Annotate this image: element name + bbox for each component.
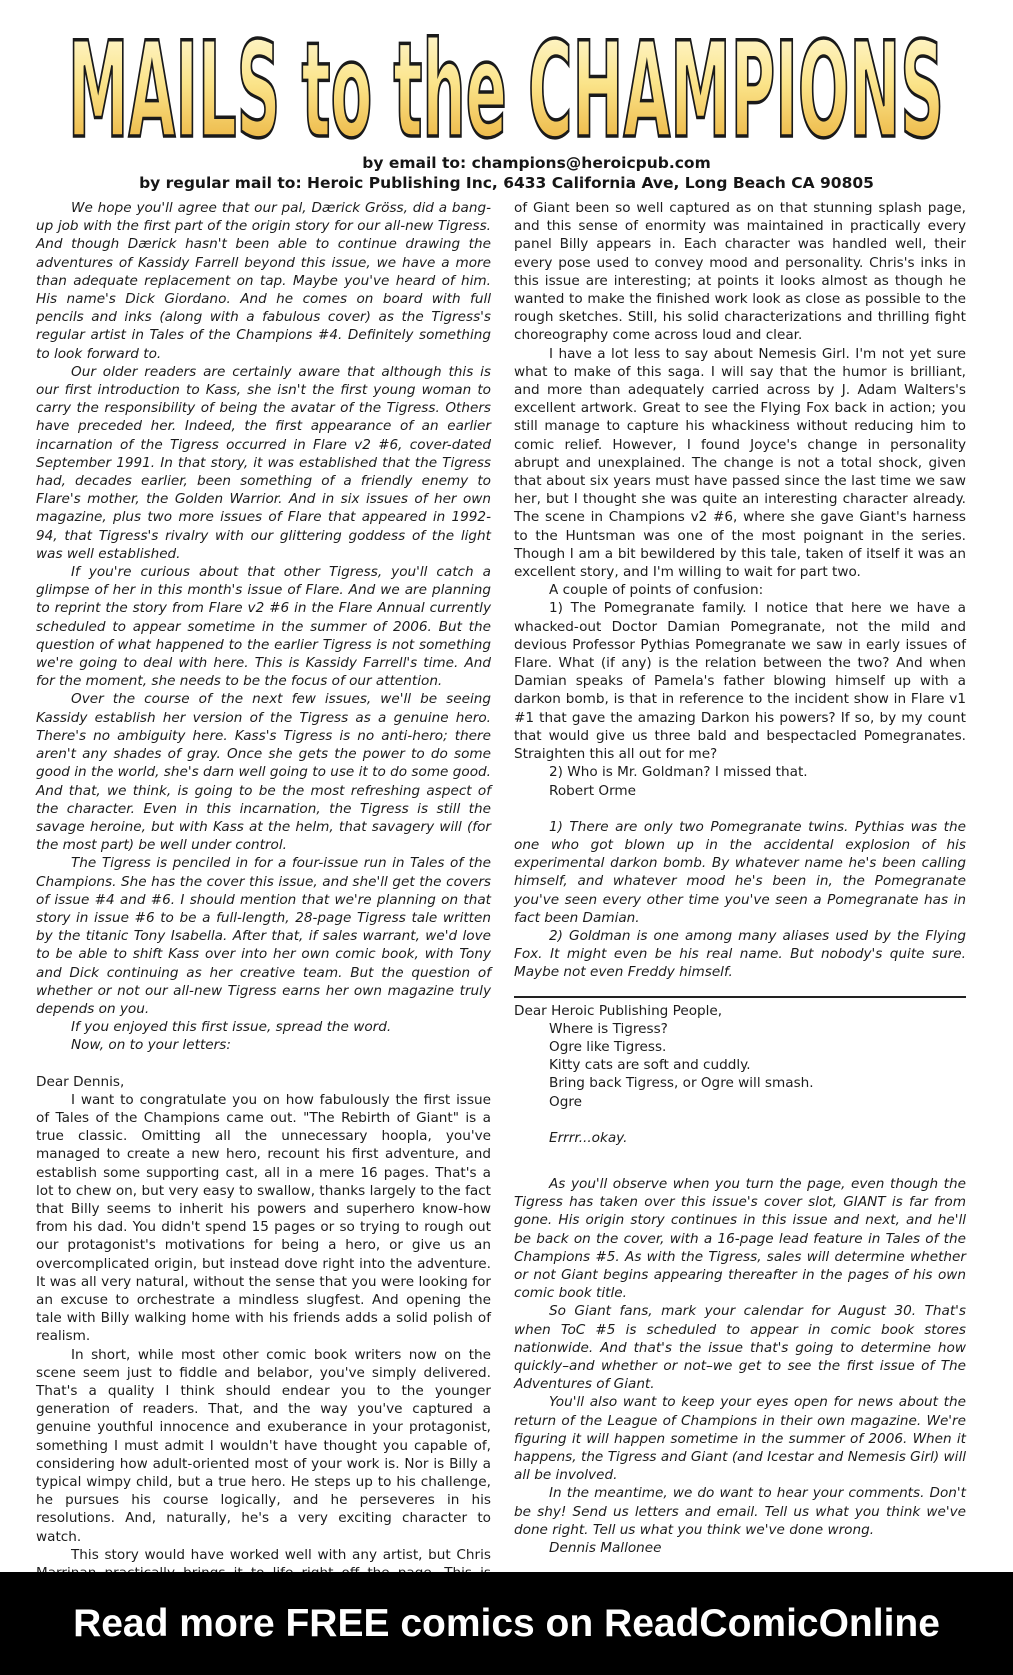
- editorial-paragraph: Our older readers are certainly aware that although this is our first introduction to Kass, she isn't the first young woman to carry the responsibility of being the avatar of the Tigress. Others have preceded her. Indeed, the first appearance of an earlier incarnation of the Tigress occurred in Flare v2 #6, cover-dated September 1991. In that story, it was established that the Tigress had, decades earlier, been something of a friendly enemy to Flare's mother, the Golden Warrior. And in six issues of her own magazine, plus two more issues of Flare that appeared in 1992-94, that Tigress's rivalry with our glittering goddess of the light was well established.: [36, 363, 491, 562]
- closing-paragraph: In the meantime, we do want to hear your comments. Don't be shy! Send us letters and email. Tell us what you think we've done right. Tell us what you think we've done wrong.: [514, 1485, 966, 1538]
- editorial-paragraph: We hope you'll agree that our pal, Dærick Gröss, did a bang-up job with the first part of the origin story for our all-new Tigress. And though Dærick hasn't been able to continue drawing the adventures of Kassidy Farrell beyond this issue, we have a more than adequate replacement on tap. Maybe you've heard of him. His name's Dick Giordano. And he comes on board with full pencils and inks (along with a fabulous cover) as the Tigress's regular artist in Tales of the Champions #4. Definitely something to look forward to.: [36, 200, 491, 362]
- editorial-paragraph: If you're curious about that other Tigress, you'll catch a glimpse of her in this month's issue of Flare. And we are planning to reprint the story from Flare v2 #6 in the Flare Annual currently scheduled to appear sometime in the summer of 2006. But the question of what happened to the earlier Tigress is not something we're going to deal with here. This is Kassidy Farrell's time. And for the moment, she needs to be the focus of our attention.: [36, 564, 491, 690]
- letter-line: Bring back Tigress, or Ogre will smash.: [549, 1075, 814, 1092]
- editorial-paragraph: If you enjoyed this first issue, spread the word.: [71, 1019, 392, 1036]
- contact-mail-line: by regular mail to: Heroic Publishing Inc, 6433 California Ave, Long Beach CA 90805: [139, 174, 874, 192]
- masthead-logo: [62, 30, 950, 152]
- letter-signature: Robert Orme: [549, 782, 637, 799]
- letter-paragraph: A couple of points of confusion:: [549, 582, 764, 599]
- letter-line: Ogre like Tigress.: [549, 1038, 667, 1055]
- section-divider: [514, 996, 966, 998]
- closing-paragraph: As you'll observe when you turn the page, even though the Tigress has taken over this issue's cover slot, GIANT is far from gone. His origin story continues in this issue and next, and he'll be back on the cover, with a 16-page lead feature in Tales of the Champions #5. As with the Tigress, sales will determine whether or not Giant begins appearing thereafter in the pages of his own comic book title.: [514, 1175, 966, 1302]
- footer-text[interactable]: Read more FREE comics on ReadComicOnline: [73, 1601, 940, 1645]
- letter-paragraph: of Giant been so well captured as on that stunning splash page, and this sense of enormity was maintained in practically every panel Billy appears in. Each character was handled well, their every pose used to convey mood and personality. Chris's inks in this issue are interesting; at points it looks almost as though he wanted to make the finished work look as close as possible to the rough sketches. Still, his solid characterizations and thrilling fight choreography come across loud and clear.: [514, 200, 966, 344]
- letter-paragraph: 2) Who is Mr. Goldman? I missed that.: [549, 764, 808, 781]
- closing-paragraph: You'll also want to keep your eyes open for news about the return of the League of Champions in their own magazine. We're figuring it will happen sometime in the summer of 2006. When it happens, the Tigress and Giant (and Icestar and Nemesis Girl) will all be involved.: [514, 1394, 966, 1484]
- letter-paragraph: In short, while most other comic book writers now on the scene seem just to fiddle and belabor, you've simply delivered. That's a quality I think should endear you to the younger generation of readers. That, and the way you've captured a genuine youthful innocence and exuberance in your protagonist, something I must admit I wouldn't have thought you capable of, considering how adult-oriented most of your work is. Nor is Billy a typical wimpy child, but a true hero. He steps up to his challenge, he pursues his course logically, and he perseveres in his resolutions. And, naturally, he's a very exciting character to watch.: [36, 1346, 491, 1545]
- reply-paragraph: Errrr...okay.: [549, 1129, 628, 1146]
- right-column: [514, 199, 966, 1557]
- footer-banner[interactable]: [0, 1572, 1013, 1675]
- masthead-title: MAILS to the CHAMPIONS: [68, 30, 944, 152]
- letter-paragraph: This story would have worked well with any artist, but Chris: [71, 1546, 491, 1563]
- ogre-letter: [549, 1020, 966, 1093]
- letter-paragraph: I have a lot less to say about Nemesis Girl. I'm not yet sure what to make of this saga. I will say that the humor is brilliant, and more than adequately carried across by J. Adam Walters's excellent artwork. Great to see the Flying Fox back in action; you still manage to capture his whackiness without reducing him to comic relief. However, I found Joyce's change in personality abrupt and unexplained. The change is not a total shock, given that about six years must have passed since the last time we saw her, but I thought she was quite an interesting character already. The scene in Champions v2 #6, where she gave Giant's harness to the Huntsman was one of the most poignant in the series. Though I am a bit bewildered by this tale, taken of itself it was an excellent story, and I'm willing to wait for part two.: [514, 345, 966, 581]
- contact-email-line: by email to: champions@heroicpub.com: [362, 154, 711, 172]
- masthead: [62, 30, 950, 152]
- letter-paragraph: I want to congratulate you on how fabulously the first issue of Tales of the Champions came out. "The Rebirth of Giant" is a true classic. Omitting all the unnecessary hoopla, you've managed to create a new hero, recount his first adventure, and establish some supporting cast, all in a mere 16 pages. That's a lot to chew on, but very easy to swallow, thanks largely to the fact that Billy seems to inherit his powers and superhero know-how from his dad. You didn't spend 15 pages or so trying to rough out our protagonist's motivations for being a hero, or give us an overcomplicated origin, but instead dove right into the adventure. It was all very natural, without the sense that you were looking for an excuse to orchestrate a mindless slugfest. And opening the tale with Billy walking home with his friends adds a solid polish of realism.: [36, 1091, 491, 1345]
- letter-line: Kitty cats are soft and cuddly.: [549, 1057, 751, 1074]
- letter-salutation: Dear Heroic Publishing People,: [514, 1002, 723, 1019]
- editorial-paragraph: Over the course of the next few issues, we'll be seeing Kassidy establish her version of the Tigress as a genuine hero. There's no ambiguity here. Kass's Tigress is no anti-hero; there aren't any shades of gray. Once she gets the power to do some good in the world, she's darn well going to use it to do some good. And that, we think, is going to be the most refreshing aspect of the character. Even in this incarnation, the Tigress is still the savage heroine, but with Kass at the helm, that savagery will (for the most part) be well under control.: [36, 691, 491, 854]
- editorial-paragraph: The Tigress is penciled in for a four-issue run in Tales of the Champions. She has the cover this issue, and she'll get the covers of issue #4 and #6. I should mention that we're planning on that story in issue #6 to be a full-length, 28-page Tigress tale written by the titanic Tony Isabella. After that, if sales warrant, we'd love to be able to shift Kass over into her own comic book, with Tony and Dick continuing as her creative team. But the question of whether or not our all-new Tigress earns her own magazine truly depends on you.: [36, 855, 491, 1017]
- reply-paragraph: 2) Goldman is one among many aliases used by the Flying Fox. It might even be his real name. But nobody's quite sure. Maybe not even Freddy himself.: [514, 927, 966, 981]
- editorial-paragraph: Now, on to your letters:: [71, 1037, 231, 1054]
- left-column: [36, 199, 491, 1600]
- closing-signature: Dennis Mallonee: [549, 1540, 662, 1557]
- closing-paragraph: So Giant fans, mark your calendar for August 30. That's when ToC #5 is scheduled to appear in comic book stores nationwide. And that's the issue that's going to determine how quickly–and whether or not–we get to see the first issue of The Adventures of Giant.: [514, 1303, 966, 1393]
- letter-salutation: Dear Dennis,: [36, 1073, 125, 1090]
- letter-signature: Ogre: [549, 1093, 582, 1110]
- letter-paragraph: 1) The Pomegranate family. I notice that here we have a whacked-out Doctor Damian Pomegranate, not the mild and devious Professor Pythias Pomegranate we saw in early issues of Flare. What (if any) is the relation between the two? And when Damian speaks of Pamela's father blowing himself up with a darkon bomb, is that in reference to the incident show in Flare v1 #1 that gave the amazing Darkon his powers? If so, by my count that would give us three bald and bespectacled Pomegranates. Straighten this all out for me?: [514, 600, 966, 763]
- letter-line: Where is Tigress?: [549, 1020, 668, 1037]
- reply-paragraph: 1) There are only two Pomegranate twins. Pythias was the one who got blown up in the accidental explosion of his experimental darkon bomb. By whatever name he's been calling himself, and whatever mood he's been in, the Pomegranate you've seen every other time you've seen a Pomegranate has in fact been Damian.: [514, 818, 966, 926]
